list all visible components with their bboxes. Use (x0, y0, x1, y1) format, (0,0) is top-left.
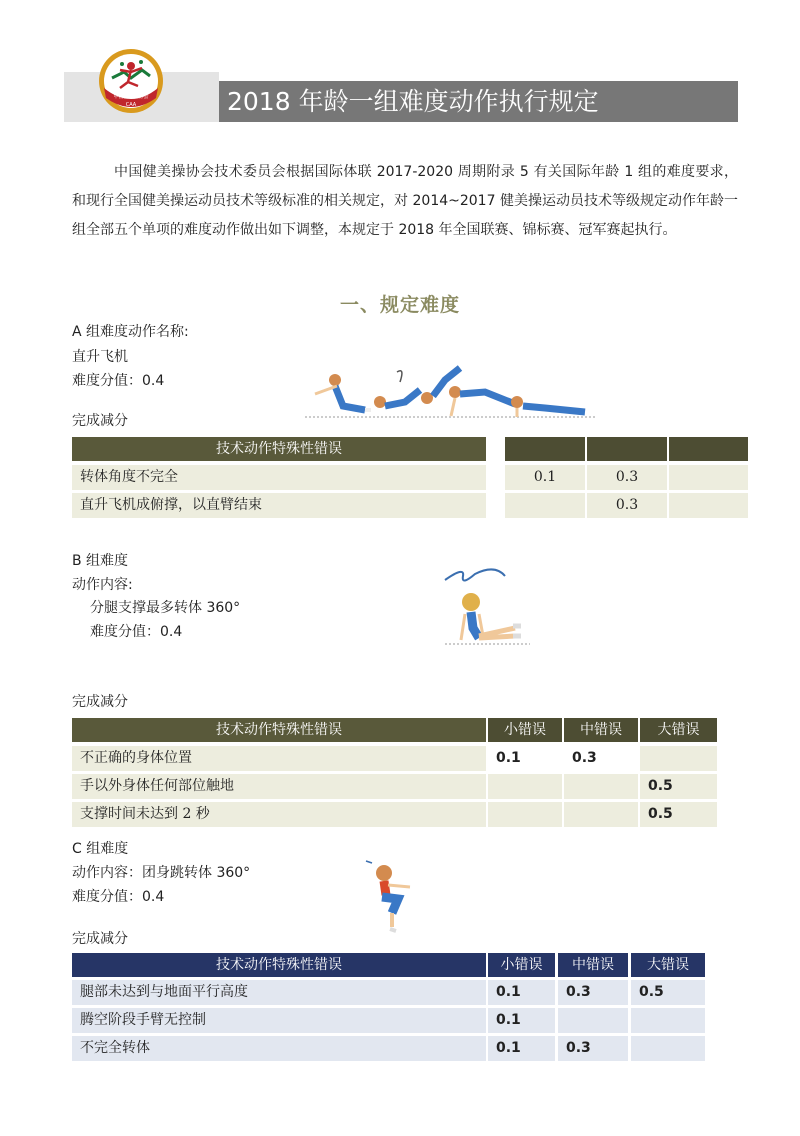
table-c-row-3-small: 0.1 (488, 1036, 555, 1061)
table-b-row-3-error: 支撑时间未达到 2 秒 (72, 802, 486, 827)
table-c-header-small: 小错误 (488, 953, 555, 977)
tuck-jump-illustration (362, 855, 422, 935)
table-c-row-2-medium (558, 1008, 628, 1033)
table-c-header-medium: 中错误 (558, 953, 628, 977)
group-b-content-label: 动作内容: (72, 577, 133, 593)
table-a-header-col-large (669, 437, 748, 461)
table-a-row-2-small (505, 493, 585, 518)
table-a-row-1-medium: 0.3 (587, 465, 667, 490)
straddle-support-illustration (435, 562, 535, 646)
table-b-header: 技术动作特殊性错误 (72, 718, 486, 742)
table-b-row-3-small (488, 802, 562, 827)
table-a-row-2-error: 直升飞机成俯撑，以直臂结束 (72, 493, 486, 518)
table-c-row-3-medium: 0.3 (558, 1036, 628, 1061)
intro-paragraph: 中国健美操协会技术委员会根据国际体联 2017-2020 周期附录 5 有关国际年龄 1 组的难度要求，和现行全国健美操运动员技术等级标准的相关规定，对 2014~2017 健美操运动员技术等级规定动作年龄一组全部五个单项的难度动作做出如下调整，本规定于 2018 年全国联赛、锦标赛、冠军赛起执行。 (72, 164, 738, 238)
table-a-row-2-medium: 0.3 (587, 493, 667, 518)
table-a-header-col-small (505, 437, 585, 461)
group-a-label: A 组难度动作名称: (72, 324, 189, 340)
table-c-header-large: 大错误 (631, 953, 705, 977)
table-c-header: 技术动作特殊性错误 (72, 953, 486, 977)
table-c-row-2-large (631, 1008, 705, 1033)
table-b-row-3-medium (564, 802, 638, 827)
table-b-header-large: 大错误 (640, 718, 717, 742)
group-c-deduct-label: 完成减分 (72, 931, 128, 947)
group-b-score: 难度分值：0.4 (90, 624, 183, 640)
group-b-name: 分腿支撑最多转体 360° (90, 600, 241, 616)
section-title: 一、规定难度 (339, 294, 460, 316)
table-c-row-3-error: 不完全转体 (72, 1036, 486, 1061)
group-b-deduct-label: 完成减分 (72, 694, 128, 710)
table-a-row-1-large (669, 465, 748, 490)
table-b-row-1-small: 0.1 (488, 746, 562, 771)
group-c-content: 动作内容：团身跳转体 360° (72, 865, 251, 881)
caa-logo (98, 48, 164, 114)
table-a-header: 技术动作特殊性错误 (72, 437, 486, 461)
group-a-score: 难度分值：0.4 (72, 373, 165, 389)
group-c-score: 难度分值：0.4 (72, 889, 165, 905)
table-b-header-small: 小错误 (488, 718, 562, 742)
table-b-row-2-small (488, 774, 562, 799)
table-a-row-1-small: 0.1 (505, 465, 585, 490)
table-a-row-1-error: 转体角度不完全 (72, 465, 486, 490)
table-c-row-1-small: 0.1 (488, 980, 555, 1005)
table-b-row-2-large: 0.5 (640, 774, 717, 799)
table-b-row-2-medium (564, 774, 638, 799)
table-b-row-1-medium: 0.3 (564, 746, 638, 771)
group-a-name: 直升飞机 (72, 349, 128, 365)
table-b-row-3-large: 0.5 (640, 802, 717, 827)
table-b-row-2-error: 手以外身体任何部位触地 (72, 774, 486, 799)
group-c-label: C 组难度 (72, 841, 129, 857)
table-c-row-2-error: 腾空阶段手臂无控制 (72, 1008, 486, 1033)
table-c-row-1-medium: 0.3 (558, 980, 628, 1005)
logo-text-bottom: CAA (125, 102, 137, 108)
table-b-row-1-large (640, 746, 717, 771)
table-c-row-1-large: 0.5 (631, 980, 705, 1005)
table-a-header-col-medium (587, 437, 667, 461)
helicopter-illustration (295, 362, 595, 422)
table-c-row-3-large (631, 1036, 705, 1061)
group-a-deduct-label: 完成减分 (72, 413, 128, 429)
table-a-row-2-large (669, 493, 748, 518)
group-b-label: B 组难度 (72, 553, 129, 569)
table-c-row-1-error: 腿部未达到与地面平行高度 (72, 980, 486, 1005)
page-title: 2018 年龄一组难度动作执行规定 (219, 81, 738, 122)
table-b-header-medium: 中错误 (564, 718, 638, 742)
table-b-row-1-error: 不正确的身体位置 (72, 746, 486, 771)
logo-text-top: 中国健美操协会 (113, 94, 149, 100)
table-c-row-2-small: 0.1 (488, 1008, 555, 1033)
